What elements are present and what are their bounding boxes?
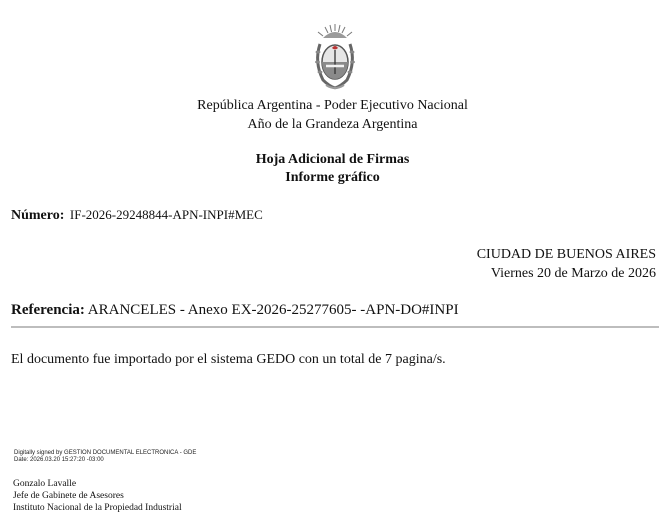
digital-signature-line: Digitally signed by GESTION DOCUMENTAL ELECTRONICA - GDE (14, 450, 197, 456)
horizontal-divider (11, 326, 659, 328)
digital-signature-stamp (14, 450, 196, 464)
document-number (11, 207, 263, 224)
document-title: Hoja Adicional de Firmas (255, 152, 410, 167)
document-number-label: Número: (11, 208, 65, 223)
reference-value: ARANCELES - Anexo EX-2026-25277605- -APN-DO#INPI (87, 302, 459, 318)
reference-label: Referencia: (11, 302, 85, 318)
document-place: CIUDAD DE BUENOS AIRES (476, 247, 656, 262)
year-motto: Año de la Grandeza Argentina (247, 117, 418, 132)
signer-block (13, 478, 182, 514)
signer-position: Jefe de Gabinete de Asesores (13, 491, 124, 501)
digital-signature-date: Date: 2026.03.20 15:27:20 -03:00 (14, 457, 104, 463)
document-body-text: El documento fue importado por el sistema GEDO con un total de 7 pagina/s. (11, 352, 446, 367)
government-header: República Argentina - Poder Ejecutivo Nacional (197, 98, 468, 113)
document-subtitle: Informe gráfico (285, 170, 380, 185)
document-date: Viernes 20 de Marzo de 2026 (490, 266, 656, 281)
signer-institution: Instituto Nacional de la Propiedad Industrial (13, 503, 182, 513)
signer-name: Gonzalo Lavalle (13, 479, 77, 489)
document-number-value: IF-2026-29248844-APN-INPI#MEC (69, 207, 263, 222)
document-reference (11, 302, 459, 319)
coat-of-arms-icon (309, 22, 361, 94)
